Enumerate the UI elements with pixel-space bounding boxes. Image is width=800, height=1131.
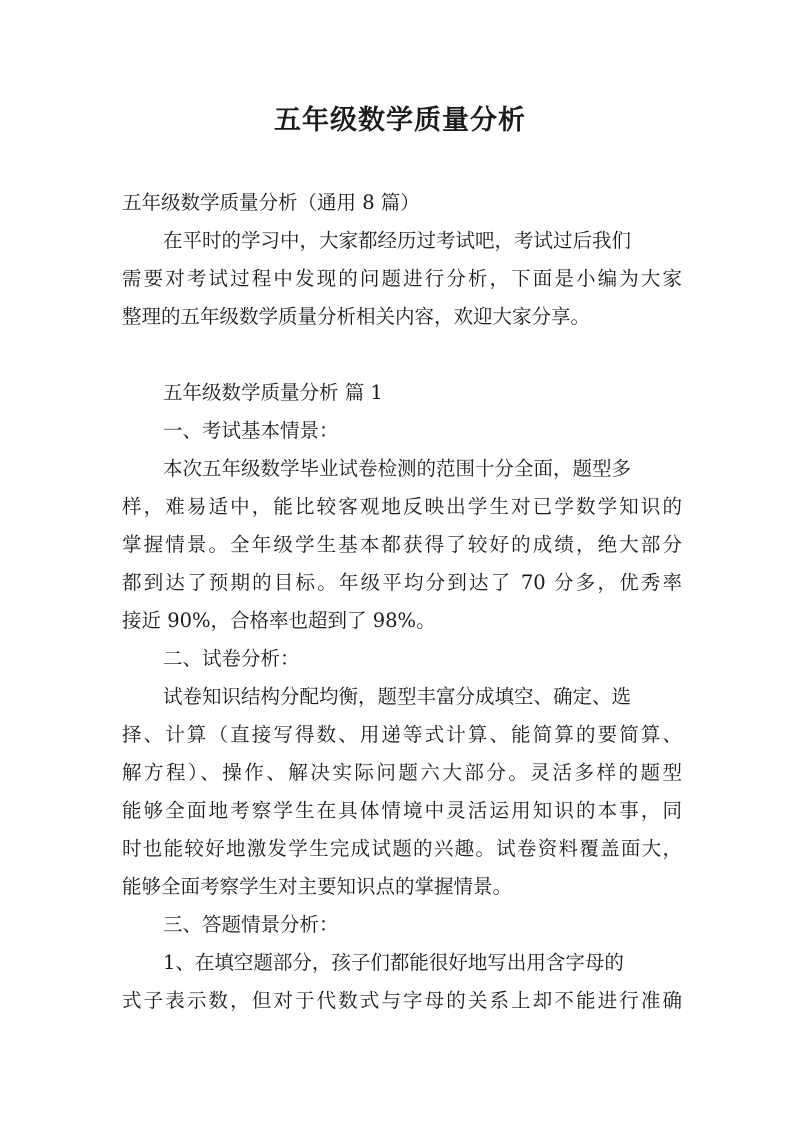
paragraph-line: 择、计算（直接写得数、用递等式计算、能简算的要简算、 [122,723,682,746]
paragraph-line: 样，难易适中，能比较客观地反映出学生对已学数学知识的 [122,495,682,518]
intro-line: 整理的五年级数学质量分析相关内容，欢迎大家分享。 [122,305,591,328]
paragraph-line: 1、在填空题部分，孩子们都能很好地写出用含字母的 [163,951,624,974]
heading-answer-analysis: 三、答题情景分析： [163,913,339,936]
document-body [122,184,682,1020]
paragraph-line: 本次五年级数学毕业试卷检测的范围十分全面，题型多 [163,457,632,480]
paragraph-line: 能够全面地考察学生在具体情境中灵活运用知识的本事，同 [122,799,682,822]
intro-line: 需要对考试过程中发现的问题进行分析，下面是小编为大家 [122,267,682,290]
document-title: 五年级数学质量分析 [274,105,526,136]
heading-paper-analysis: 二、试卷分析： [163,647,300,670]
paragraph-line: 式子表示数，但对于代数式与字母的关系上却不能进行准确 [122,989,682,1012]
heading-basic-situation: 一、考试基本情景： [163,419,339,442]
intro-line: 在平时的学习中，大家都经历过考试吧，考试过后我们 [163,229,632,252]
section-title: 五年级数学质量分析 篇 1 [163,381,383,404]
paragraph-line: 解方程）、操作、解决实际问题六大部分。灵活多样的题型 [122,761,682,784]
paragraph-line: 接近 90%，合格率也超到了 98%。 [122,609,436,632]
paragraph-line: 能够全面考察学生对主要知识点的掌握情景。 [122,875,513,898]
document-subtitle: 五年级数学质量分析（通用 8 篇） [122,191,420,214]
paragraph-line: 都到达了预期的目标。年级平均分到达了 70 分多，优秀率 [122,571,682,594]
paragraph-line: 时也能较好地激发学生完成试题的兴趣。试卷资料覆盖面大， [122,837,682,860]
paragraph-line: 掌握情景。全年级学生基本都获得了较好的成绩，绝大部分 [122,533,682,556]
paragraph-line: 试卷知识结构分配均衡，题型丰富分成填空、确定、选 [163,685,632,708]
blank-line [122,336,682,374]
